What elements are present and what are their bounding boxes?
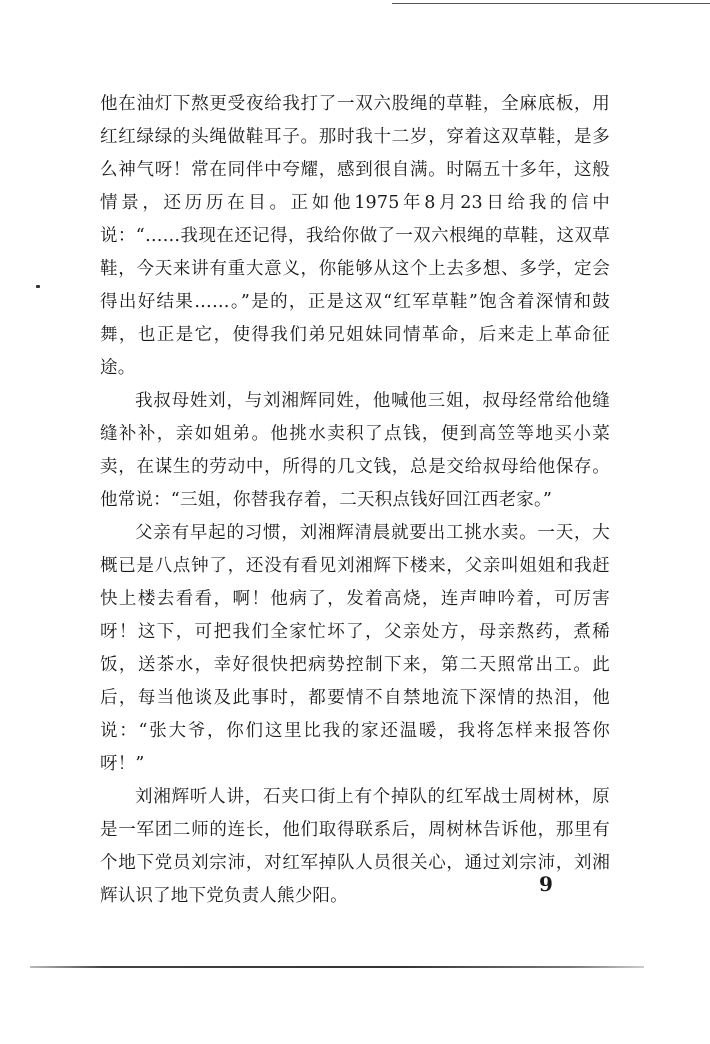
paragraph-4: 刘湘辉听人讲，石夹口街上有个掉队的红军战士周树林，原是一军团二师的连长，他们取得联系后，周树林告诉他，那里有个地下党员刘宗沛，对红军掉队人员很关心，通过刘宗沛，刘湘辉认识了地下党负责人熊少阳。 [100,787,610,906]
bottom-border-line [30,966,644,968]
margin-speck [36,285,40,288]
top-border-line [392,3,710,4]
paragraph-1: 他在油灯下熬更受夜给我打了一双六股绳的草鞋，全麻底板，用红红绿绿的头绳做鞋耳子。那时我十二岁，穿着这双草鞋，是多么神气呀！常在同伴中夸耀，感到很自满。时隔五十多年，这般情景，还历历在目。正如他1975年8月23日给我的信中说：“……我现在还记得，我给你做了一双六根绳的草鞋，这双草鞋，今天来讲有重大意义，你能够从这个上去多想、多学，定会得出好结果……。”是的，正是这双“红军草鞋”饱含着深情和鼓舞，也正是它，使得我们弟兄姐妹同情革命，后来走上革命征途。 [100,94,610,378]
paragraph-3: 父亲有早起的习惯，刘湘辉清晨就要出工挑水卖。一天，大概已是八点钟了，还没有看见刘湘辉下楼来，父亲叫姐姐和我赶快上楼去看看，啊！他病了，发着高烧，连声呻吟着，可厉害呀！这下，可把我们全家忙坏了，父亲处方，母亲熬药，煮稀饭，送茶水，幸好很快把病势控制下来，第二天照常出工。此后，每当他谈及此事时，都要情不自禁地流下深情的热泪，他说：“张大爷，你们这里比我的家还温暖，我将怎样来报答你呀！” [100,523,610,774]
body-text [100,88,610,913]
page-number: 9 [539,872,553,896]
paragraph-2: 我叔母姓刘，与刘湘辉同姓，他喊他三姐，叔母经常给他缝缝补补，亲如姐弟。他挑水卖积了点钱，便到高笠等地买小菜卖，在谋生的劳动中，所得的几文钱，总是交给叔母给他保存。他常说：“三姐，你替我存着，二天积点钱好回江西老家。” [100,391,610,510]
